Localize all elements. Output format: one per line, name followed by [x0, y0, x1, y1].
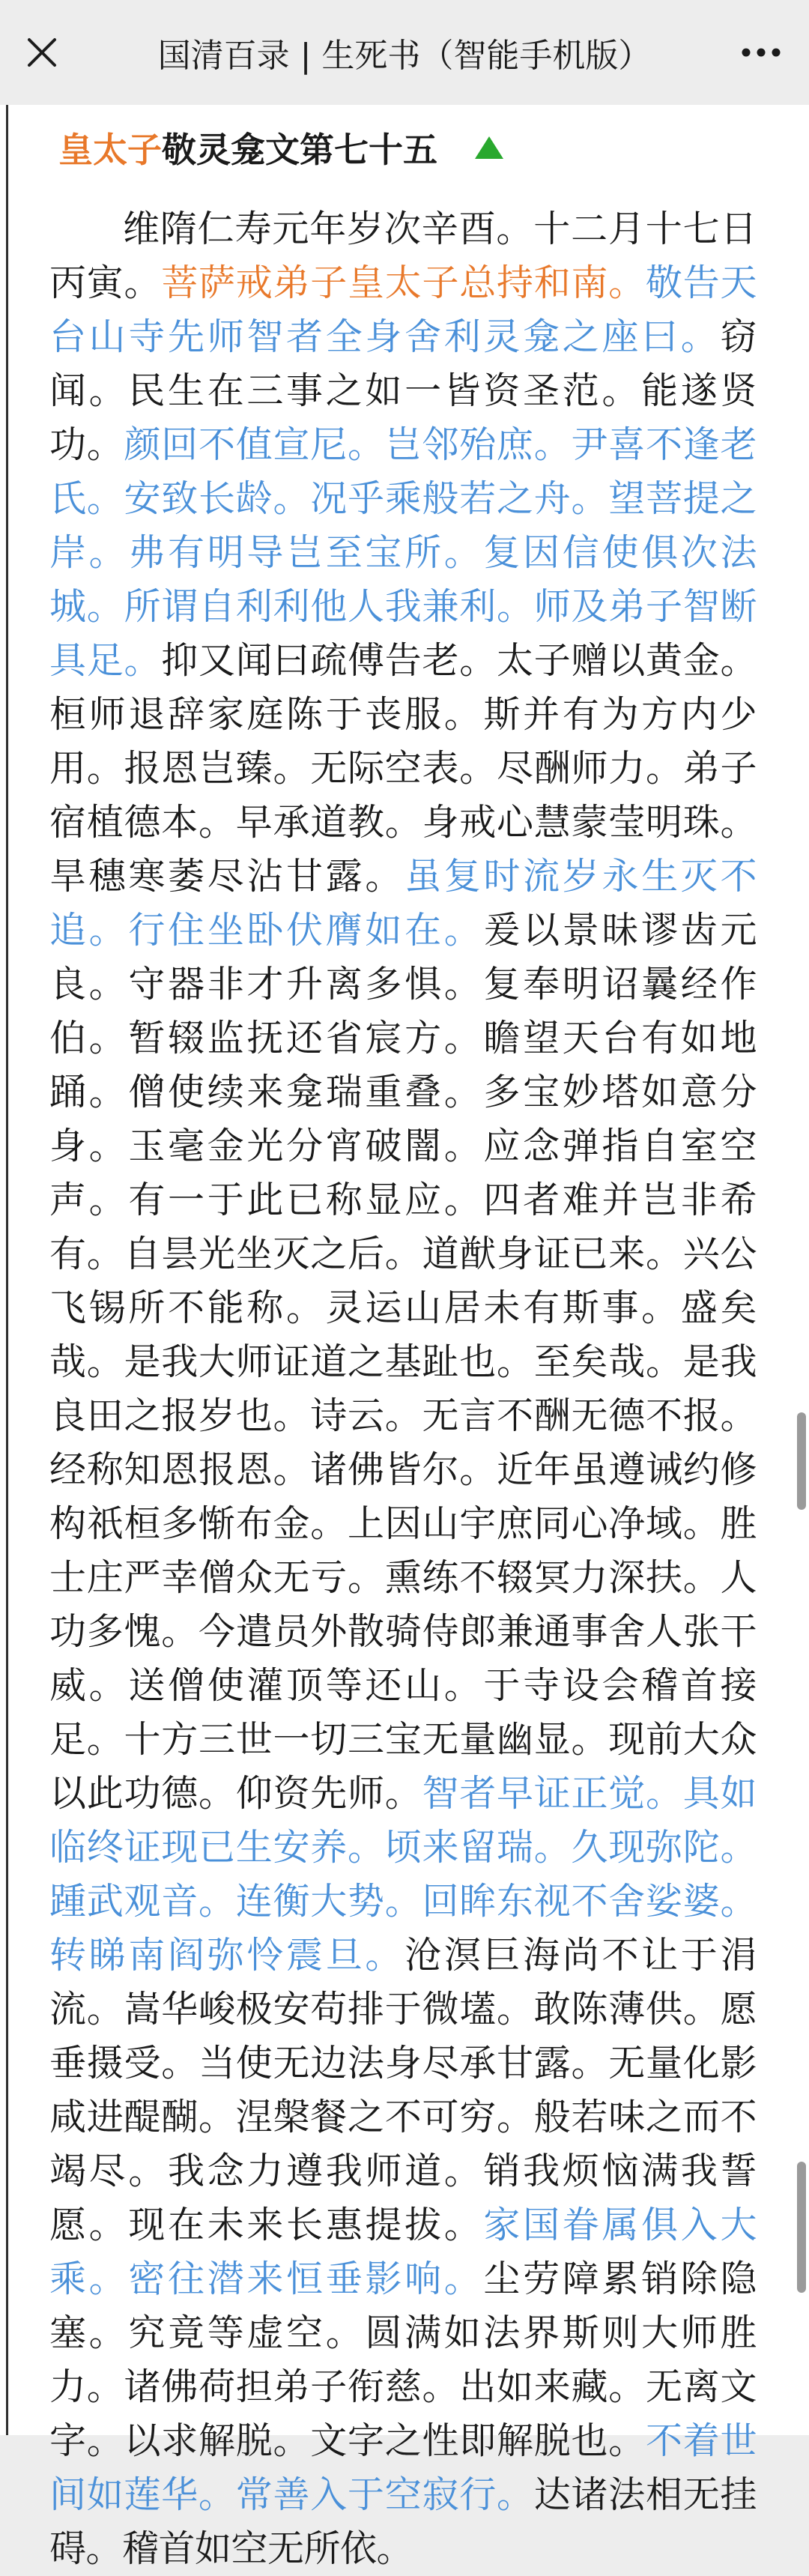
text-segment-orange: 菩萨戒弟子皇太子总持和南。 — [161, 261, 646, 304]
heading-text: 敬灵龛文第七十五 — [162, 130, 437, 170]
text-segment-blue: 不着世间如莲华。常善入于空寂行。 — [49, 2419, 757, 2516]
text-segment-plain: 爰以景昧谬齿元良。守器非才升离多惧。复奉明诏曩经作伯。暂辍监抚还省宸方。瞻望天台有如地踊。僧使续来龛瑞重叠。多宝妙塔如意分身。玉毫金光分宵破闇。应念弹指自室空声。有一于此已称显应。四者难并岂非希有。自昙光坐灭之后。道猷身证已来。兴公飞锡所不能称。灵运山居未有斯事。盛矣哉。是我大师证道之基趾也。至矣哉。是我良田之报岁也。诗云。无言不酬无德不报。经称知恩报恩。诸佛皆尔。近年虽遵诫约修构祇桓多惭布金。上因山宇庶同心净域。胜士庄严幸僧众无亏。熏练不辍冥力深扶。人功多愧。今遣员外散骑侍郎兼通事舍人张干威。送僧使灌顶等还山。于寺设会稽首接足。十方三世一切三宝无量幽显。现前大众以此功德。仰资先师。 — [49, 909, 757, 1815]
text-segment-plain: 维隋仁寿元年岁次辛酉。十二月十七日丙寅。 — [49, 208, 757, 304]
text-segment-plain: 尘劳障累销除隐塞。究竟等虚空。圆满如法界斯则大师胜力。诸佛荷担弟子衔慈。出如来藏。无离文字。以求解脱。文字之性即解脱也。 — [49, 2258, 757, 2462]
text-segment-blue: 虽复时流岁永生灭不追。行住坐卧伏膺如在。 — [49, 855, 757, 952]
close-icon — [25, 35, 59, 70]
text-segment-plain: 窃闻。民生在三事之如一皆资圣范。能遂贤功。 — [49, 315, 757, 466]
more-dots-icon — [740, 45, 782, 60]
top-bar — [0, 0, 809, 105]
left-border — [6, 105, 8, 2435]
text-segment-blue: 敬告天台山寺先师智者全身舍利灵龛之座曰。 — [49, 261, 757, 358]
text-segment-plain: 沧溟巨海尚不让于涓流。嵩华峻极安苟排于微壒。敢陈薄供。愿垂摄受。当使无边法身尽承甘露。无量化影咸进醍醐。涅槃餐之不可穷。般若味之而不竭尽。我念力遵我师道。销我烦恼满我誓愿。现在未来长惠提拔。 — [49, 1934, 757, 2246]
article-body — [49, 202, 757, 2576]
text-segment-plain: 达诸法相无挂碍。稽首如空无所依。 — [49, 2473, 757, 2570]
chapter-heading — [58, 114, 503, 181]
text-segment-plain: 抑又闻曰疏傅告老。太子赠以黄金。桓师退辞家庭陈于丧服。斯并有为方内少用。报恩岂臻。无际空表。尽酬师力。弟子宿植德本。早承道教。身戒心慧蒙莹明珠。旱穗寒萎尽沾甘露。 — [49, 639, 757, 898]
text-segment-blue: 颜回不值宣尼。岂邻殆庶。尹喜不逢老氏。安致长龄。况乎乘般若之舟。望菩提之岸。弗有明导岂至宝所。复因信使俱次法城。所谓自利利他人我兼利。师及弟子智断具足。 — [49, 423, 757, 682]
text-segment-blue: 家国眷属俱入大乘。密往潜来恒垂影响。 — [49, 2204, 757, 2300]
more-button[interactable] — [731, 25, 791, 79]
article-page[interactable] — [0, 105, 809, 2570]
scrollbar-thumb-lower[interactable] — [797, 2162, 806, 2293]
text-segment-blue: 智者早证正觉。具如临终证现已生安养。顷来留瑞。久现弥陀。踵武观音。连衡大势。回眸东视不舍娑婆。转睇南阎弥怜震旦。 — [49, 1772, 757, 1977]
page-title: 国清百录 | 生死书（智能手机版） — [157, 37, 652, 75]
close-button[interactable] — [15, 25, 69, 79]
scrollbar-thumb-upper[interactable] — [797, 1412, 806, 1510]
up-arrow-icon[interactable] — [475, 136, 503, 159]
heading-highlight: 皇太子 — [58, 130, 162, 170]
